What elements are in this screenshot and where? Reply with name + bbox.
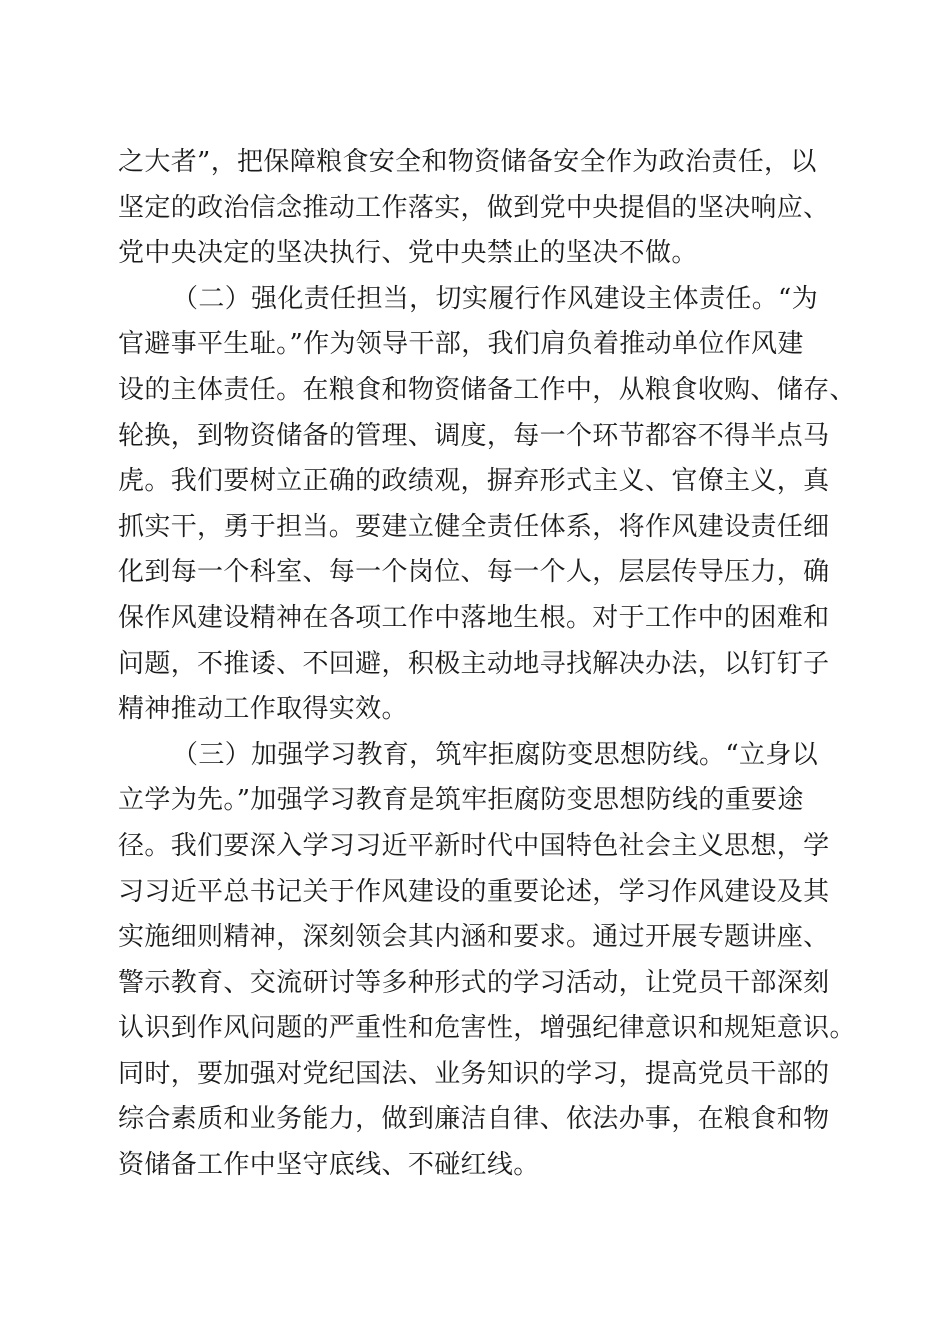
text-line: 同时，要加强对党纪国法、业务知识的学习，提高党员干部的 — [118, 1058, 830, 1089]
text-line: 化到每一个科室、每一个岗位、每一个人，层层传导压力，确 — [118, 557, 830, 588]
text-line: 精神推动工作取得实效。 — [118, 694, 408, 725]
text-line: 官避事平生耻。”作为领导干部，我们肩负着推动单位作风建 — [118, 329, 804, 360]
text-line: 习习近平总书记关于作风建设的重要论述，学习作风建设及其 — [118, 876, 830, 907]
text-line: 径。我们要深入学习习近平新时代中国特色社会主义思想，学 — [118, 830, 830, 861]
text-line: 问题，不推诿、不回避，积极主动地寻找解决办法，以钉钉子 — [118, 648, 830, 679]
text-line: 之大者”，把保障粮食安全和物资储备安全作为政治责任，以 — [118, 147, 817, 177]
section-heading-line: （三）加强学习教育，筑牢拒腐防变思想防线。“立身以 — [172, 739, 819, 770]
text-line: 保作风建设精神在各项工作中落地生根。对于工作中的困难和 — [118, 602, 830, 633]
text-line: 虎。我们要树立正确的政绩观，摒弃形式主义、官僚主义，真 — [118, 466, 830, 497]
text-line: 警示教育、交流研讨等多种形式的学习活动，让党员干部深刻 — [118, 967, 830, 998]
text-line: 坚定的政治信念推动工作落实，做到党中央提倡的坚决响应、 — [118, 192, 830, 223]
text-line: 实施细则精神，深刻领会其内涵和要求。通过开展专题讲座、 — [118, 922, 830, 953]
body-text — [118, 140, 856, 1189]
text-line: 抓实干，勇于担当。要建立健全责任体系，将作风建设责任细 — [118, 511, 830, 542]
text-line: 认识到作风问题的严重性和危害性，增强纪律意识和规矩意识。 — [118, 1013, 856, 1044]
text-line: 党中央决定的坚决执行、党中央禁止的坚决不做。 — [118, 238, 698, 269]
text-line: 资储备工作中坚守底线、不碰红线。 — [118, 1150, 540, 1181]
text-line: 轮换，到物资储备的管理、调度，每一个环节都容不得半点马 — [118, 420, 830, 451]
text-line: 立学为先。”加强学习教育是筑牢拒腐防变思想防线的重要途 — [118, 785, 804, 816]
text-line: 设的主体责任。在粮食和物资储备工作中，从粮食收购、储存、 — [118, 374, 856, 405]
text-line: 综合素质和业务能力，做到廉洁自律、依法办事，在粮食和物 — [118, 1104, 830, 1135]
section-heading-line: （二）强化责任担当，切实履行作风建设主体责任。“为 — [172, 283, 819, 314]
